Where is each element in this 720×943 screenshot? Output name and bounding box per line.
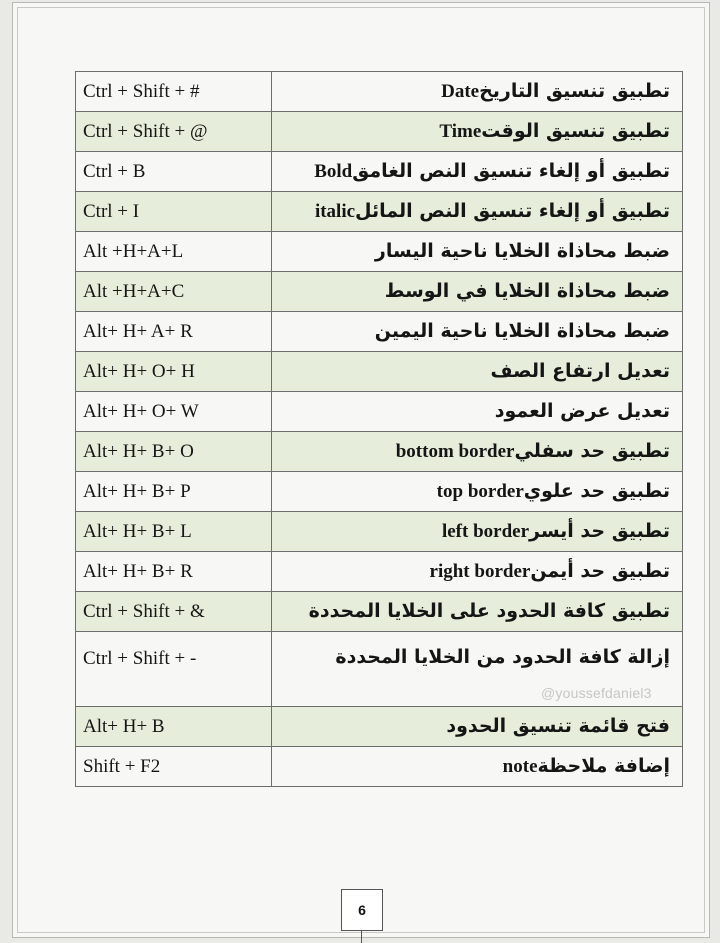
shortcut-description <box>272 152 683 192</box>
table-row <box>76 707 683 747</box>
description-ar: تطبيق كافة الحدود على الخلايا المحددة <box>308 600 670 622</box>
table-row <box>76 192 683 232</box>
shortcut-keys: Ctrl + Shift + & <box>76 592 272 632</box>
shortcut-description <box>272 232 683 272</box>
shortcut-description <box>272 112 683 152</box>
shortcut-description <box>272 272 683 312</box>
shortcut-description <box>272 432 683 472</box>
description-en: note <box>502 756 538 777</box>
shortcut-keys: Alt+ H+ B+ R <box>76 552 272 592</box>
shortcut-description <box>272 352 683 392</box>
shortcut-description <box>272 707 683 747</box>
table-row <box>76 432 683 472</box>
page-number-tick <box>361 930 362 943</box>
shortcut-description <box>272 392 683 432</box>
table-row <box>76 272 683 312</box>
description-ar: تطبيق أو إلغاء تنسيق النص الغامق <box>352 160 670 182</box>
shortcut-keys: Alt+ H+ B+ P <box>76 472 272 512</box>
table-row <box>76 352 683 392</box>
description-en: bottom border <box>395 441 515 462</box>
shortcut-description <box>272 192 683 232</box>
description-ar: ضبط محاذاة الخلايا في الوسط <box>384 280 670 302</box>
table-row <box>76 747 683 787</box>
description-en: Time <box>439 121 482 142</box>
shortcut-keys: Alt+ H+ O+ H <box>76 352 272 392</box>
table-row <box>76 112 683 152</box>
description-ar: تطبيق تنسيق الوقت <box>481 120 670 142</box>
shortcut-description <box>272 72 683 112</box>
description-ar: إزالة كافة الحدود من الخلايا المحددة <box>335 646 670 668</box>
shortcut-keys: Alt+ H+ B+ L <box>76 512 272 552</box>
description-en: left border <box>441 521 530 542</box>
description-ar: تطبيق تنسيق التاريخ <box>479 80 670 102</box>
description-ar: ضبط محاذاة الخلايا ناحية اليسار <box>374 240 670 262</box>
table-row <box>76 552 683 592</box>
watermark-text: @youssefdaniel3 <box>541 685 652 701</box>
shortcut-description <box>272 472 683 512</box>
shortcut-keys: Ctrl + Shift + # <box>76 72 272 112</box>
shortcut-keys: Ctrl + Shift + @ <box>76 112 272 152</box>
table-row <box>76 392 683 432</box>
shortcut-keys: Alt+ H+ A+ R <box>76 312 272 352</box>
table-row <box>76 512 683 552</box>
shortcut-keys: Alt+ H+ B <box>76 707 272 747</box>
shortcut-keys: Ctrl + Shift + - <box>76 632 272 707</box>
description-ar: تطبيق حد علوي <box>523 480 670 502</box>
shortcut-keys: Alt+ H+ O+ W <box>76 392 272 432</box>
description-ar: تعديل عرض العمود <box>494 400 670 422</box>
shortcut-description <box>272 552 683 592</box>
shortcut-keys: Shift + F2 <box>76 747 272 787</box>
shortcut-keys: Ctrl + B <box>76 152 272 192</box>
description-en: Bold <box>314 161 353 182</box>
description-ar: إضافة ملاحظة <box>537 755 670 777</box>
table-row <box>76 592 683 632</box>
shortcut-keys: Alt +H+A+L <box>76 232 272 272</box>
shortcut-description <box>272 592 683 632</box>
shortcut-description <box>272 312 683 352</box>
table-row <box>76 72 683 112</box>
description-en: right border <box>429 561 531 582</box>
table-row <box>76 232 683 272</box>
table-row <box>76 472 683 512</box>
shortcuts-table <box>75 71 683 787</box>
description-ar: فتح قائمة تنسيق الحدود <box>446 715 670 737</box>
description-ar: ضبط محاذاة الخلايا ناحية اليمين <box>374 320 670 342</box>
description-ar: تطبيق حد سفلي <box>514 440 670 462</box>
document-page <box>12 2 710 938</box>
description-ar: تطبيق حد أيسر <box>529 520 670 542</box>
table-row <box>76 312 683 352</box>
shortcut-keys: Alt+ H+ B+ O <box>76 432 272 472</box>
page-number: 6 <box>341 889 383 931</box>
shortcut-keys: Alt +H+A+C <box>76 272 272 312</box>
description-ar: تطبيق أو إلغاء تنسيق النص المائل <box>355 200 670 222</box>
description-ar: تطبيق حد أيمن <box>530 560 670 582</box>
description-en: italic <box>314 201 356 222</box>
shortcut-description <box>272 747 683 787</box>
description-en: top border <box>436 481 524 502</box>
description-en: Date <box>441 81 480 102</box>
description-ar: تعديل ارتفاع الصف <box>490 360 670 382</box>
shortcut-keys: Ctrl + I <box>76 192 272 232</box>
table-row <box>76 152 683 192</box>
shortcut-description <box>272 512 683 552</box>
